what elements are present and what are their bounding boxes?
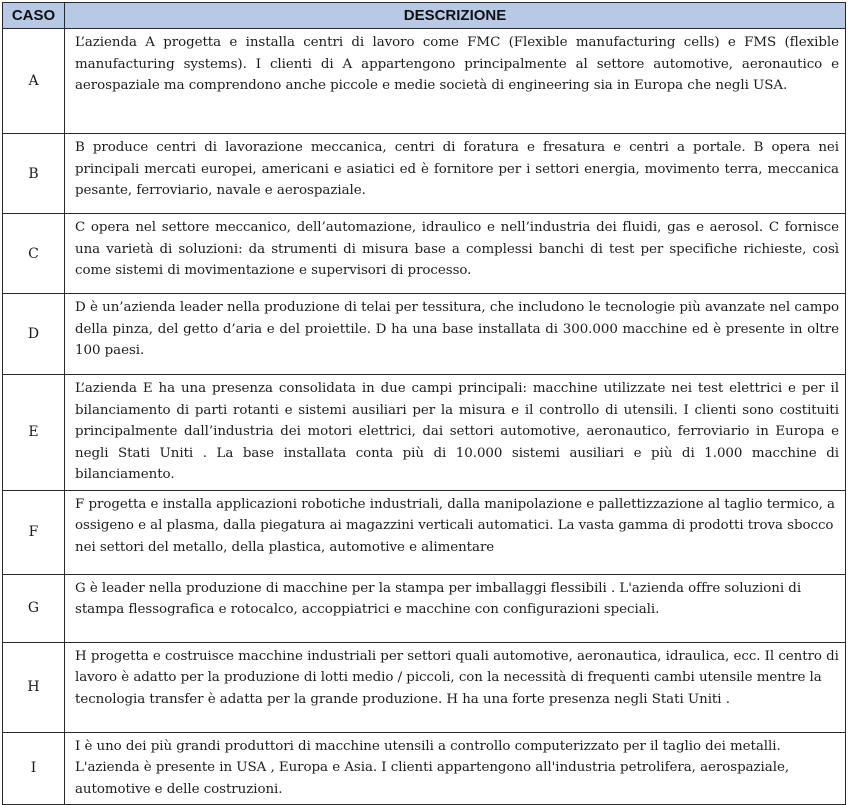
case-description-d: D è un’azienda leader nella produzione di telai per tessitura, che includono le tecnologie più avanzate nel campo della pinza, del getto d’aria e del proiettile. D ha una base installata di 300.000 macchine ed è presente in oltre 100 paesi. [65, 294, 846, 375]
table-row [3, 574, 846, 642]
case-description-g: G è leader nella produzione di macchine per la stampa per imballaggi flessibili . L'azienda offre soluzioni di stampa flessografica e rotocalco, accoppiatrici e macchine con configurazioni speciali. [65, 574, 846, 642]
case-label-a: A [3, 29, 65, 134]
case-label-c: C [3, 214, 65, 294]
case-description-a: L’azienda A progetta e installa centri di lavoro come FMC (Flexible manufacturing cells) e FMS (flexible manufacturing systems). I clienti di A appartengono principalmente al settore automotive, aeronautico e aerospaziale ma comprendono anche piccole e medie società di engineering sia in Europa che negli USA. [65, 29, 846, 134]
case-label-h: H [3, 642, 65, 732]
case-description-c: C opera nel settore meccanico, dell’automazione, idraulico e nell’industria dei fluidi, gas e aerosol. C fornisce una varietà di soluzioni: da strumenti di misura base a complessi banchi di test per specifiche richieste, così come sistemi di movimentazione e supervisori di processo. [65, 214, 846, 294]
case-label-e: E [3, 375, 65, 491]
case-table [2, 2, 846, 805]
case-description-h: H progetta e costruisce macchine industriali per settori quali automotive, aeronautica, idraulica, ecc. Il centro di lavoro è adatto per la produzione di lotti medio / piccoli, con la necessità di frequenti cambi utensile mentre la tecnologia transfer è adatta per la grande produzione. H ha una forte presenza negli Stati Uniti . [65, 642, 846, 732]
case-label-b: B [3, 134, 65, 214]
table-row [3, 732, 846, 805]
table-row [3, 134, 846, 214]
case-description-e: L’azienda E ha una presenza consolidata in due campi principali: macchine utilizzate nei test elettrici e per il bilanciamento di parti rotanti e sistemi ausiliari per la misura e il controllo di utensili. I clienti sono costituiti principalmente dall’industria dei motori elettrici, dai settori automotive, aeronautico, ferroviario in Europa e negli Stati Uniti . La base installata conta più di 10.000 sistemi ausiliari e più di 1.000 macchine di bilanciamento. [65, 375, 846, 491]
case-label-d: D [3, 294, 65, 375]
table-row [3, 642, 846, 732]
table-row [3, 375, 846, 491]
table-row [3, 214, 846, 294]
case-label-g: G [3, 574, 65, 642]
table-row [3, 294, 846, 375]
case-label-i: I [3, 732, 65, 805]
header-descrizione: DESCRIZIONE [65, 3, 846, 29]
table-row [3, 490, 846, 574]
table-header [3, 3, 846, 29]
case-description-f: F progetta e installa applicazioni robotiche industriali, dalla manipolazione e pallettizzazione al taglio termico, a ossigeno e al plasma, dalla piegatura ai magazzini verticali automatici. La vasta gamma di prodotti trova sbocco nei settori del metallo, della plastica, automotive e alimentare [65, 490, 846, 574]
case-description-i: I è uno dei più grandi produttori di macchine utensili a controllo computerizzato per il taglio dei metalli. L'azienda è presente in USA , Europa e Asia. I clienti appartengono all'industria petrolifera, aerospaziale, automotive e delle costruzioni. [65, 732, 846, 805]
table-row [3, 29, 846, 134]
header-row [3, 3, 846, 29]
table-body [3, 29, 846, 805]
header-caso: CASO [3, 3, 65, 29]
case-description-b: B produce centri di lavorazione meccanica, centri di foratura e fresatura e centri a portale. B opera nei principali mercati europei, americani e asiatici ed è fornitore per i settori energia, movimento terra, meccanica pesante, ferroviario, navale e aerospaziale. [65, 134, 846, 214]
case-label-f: F [3, 490, 65, 574]
